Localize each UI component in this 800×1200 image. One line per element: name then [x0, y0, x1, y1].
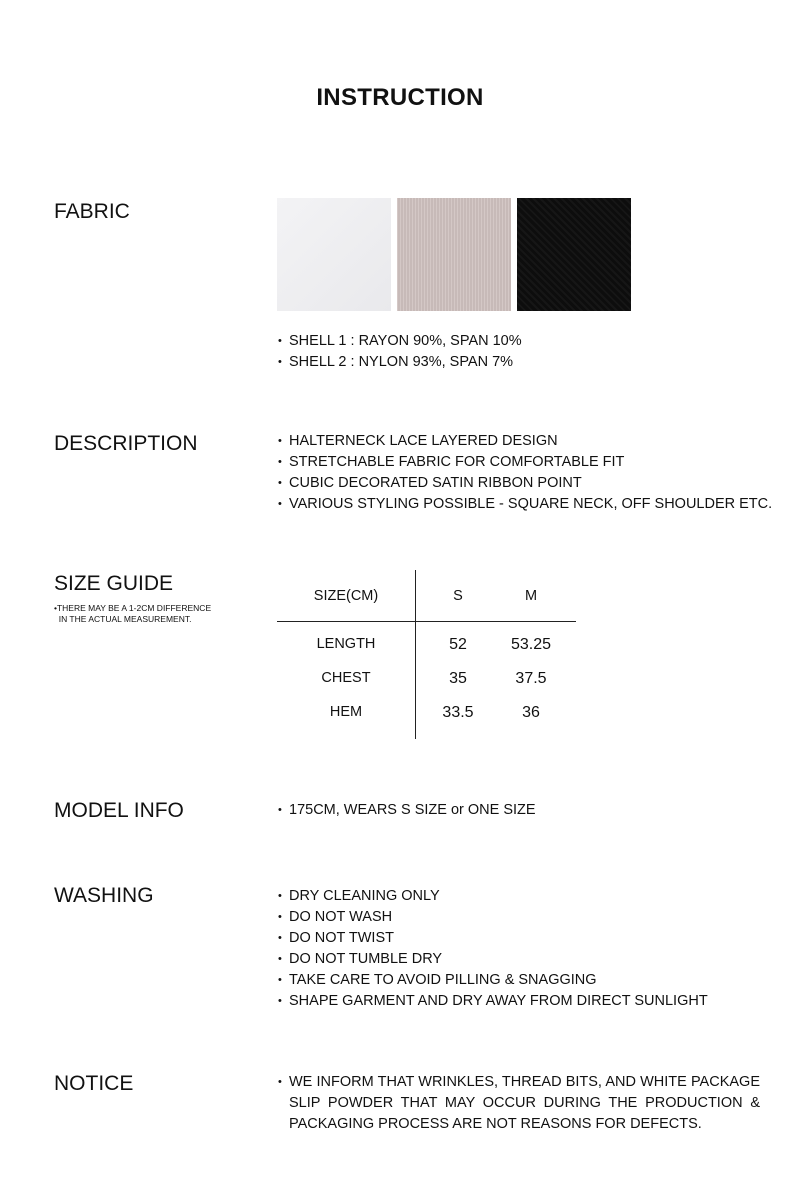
- description-list: [278, 431, 772, 515]
- table-cell-s: 52: [449, 636, 467, 653]
- fabric-swatch-white: [277, 198, 391, 311]
- table-cell-m: 37.5: [515, 670, 547, 687]
- washing-item: • DO NOT WASH: [278, 907, 708, 928]
- fabric-item: • SHELL 1 : RAYON 90%, SPAN 10%: [278, 331, 522, 352]
- model-info-heading: MODEL INFO: [54, 799, 184, 822]
- table-cell-m: 53.25: [510, 636, 552, 653]
- fabric-swatch-black: [517, 198, 631, 311]
- fabric-heading: FABRIC: [54, 200, 130, 223]
- size-guide-heading: SIZE GUIDE: [54, 572, 174, 595]
- model-info-list: [278, 800, 536, 821]
- washing-item: • SHAPE GARMENT AND DRY AWAY FROM DIRECT SUNLIGHT: [278, 991, 708, 1012]
- table-header-s: S: [453, 588, 463, 604]
- size-table: [277, 570, 577, 740]
- fabric-swatch-beige: [397, 198, 511, 311]
- description-item: • STRETCHABLE FABRIC FOR COMFORTABLE FIT: [278, 452, 772, 473]
- table-row-label: LENGTH: [316, 636, 376, 652]
- description-item: • HALTERNECK LACE LAYERED DESIGN: [278, 431, 772, 452]
- notice-list: [278, 1072, 760, 1135]
- model-info-item: • 175CM, WEARS S SIZE or ONE SIZE: [278, 800, 536, 821]
- notice-item: • WE INFORM THAT WRINKLES, THREAD BITS, AND WHITE PACKAGE SLIP POWDER THAT MAY OCCUR DURING THE PRODUCTION & PACKAGING PROCESS ARE NOT REASONS FOR DEFECTS.: [278, 1072, 760, 1135]
- washing-list: [278, 886, 708, 1012]
- table-divider-horizontal: [277, 621, 576, 622]
- washing-heading: WASHING: [54, 884, 154, 907]
- fabric-list: [278, 331, 522, 373]
- table-row-label: HEM: [329, 704, 363, 720]
- table-header-m: M: [524, 588, 538, 604]
- page-title: INSTRUCTION: [316, 84, 484, 111]
- description-item: • CUBIC DECORATED SATIN RIBBON POINT: [278, 473, 772, 494]
- description-heading: DESCRIPTION: [54, 432, 198, 455]
- table-cell-s: 33.5: [442, 704, 474, 721]
- washing-item: • DO NOT TWIST: [278, 928, 708, 949]
- table-divider-vertical: [415, 570, 416, 739]
- washing-item: • DRY CLEANING ONLY: [278, 886, 708, 907]
- table-header-size: SIZE(CM): [313, 588, 379, 604]
- table-row-label: CHEST: [321, 670, 371, 686]
- description-item: • VARIOUS STYLING POSSIBLE - SQUARE NECK, OFF SHOULDER ETC.: [278, 494, 772, 515]
- washing-item: • DO NOT TUMBLE DRY: [278, 949, 708, 970]
- table-cell-s: 35: [449, 670, 467, 687]
- table-cell-m: 36: [522, 704, 540, 721]
- size-guide-note: •THERE MAY BE A 1-2CM DIFFERENCE IN THE ACTUAL MEASUREMENT.: [54, 603, 212, 624]
- notice-heading: NOTICE: [54, 1072, 134, 1095]
- fabric-item: • SHELL 2 : NYLON 93%, SPAN 7%: [278, 352, 522, 373]
- washing-item: • TAKE CARE TO AVOID PILLING & SNAGGING: [278, 970, 708, 991]
